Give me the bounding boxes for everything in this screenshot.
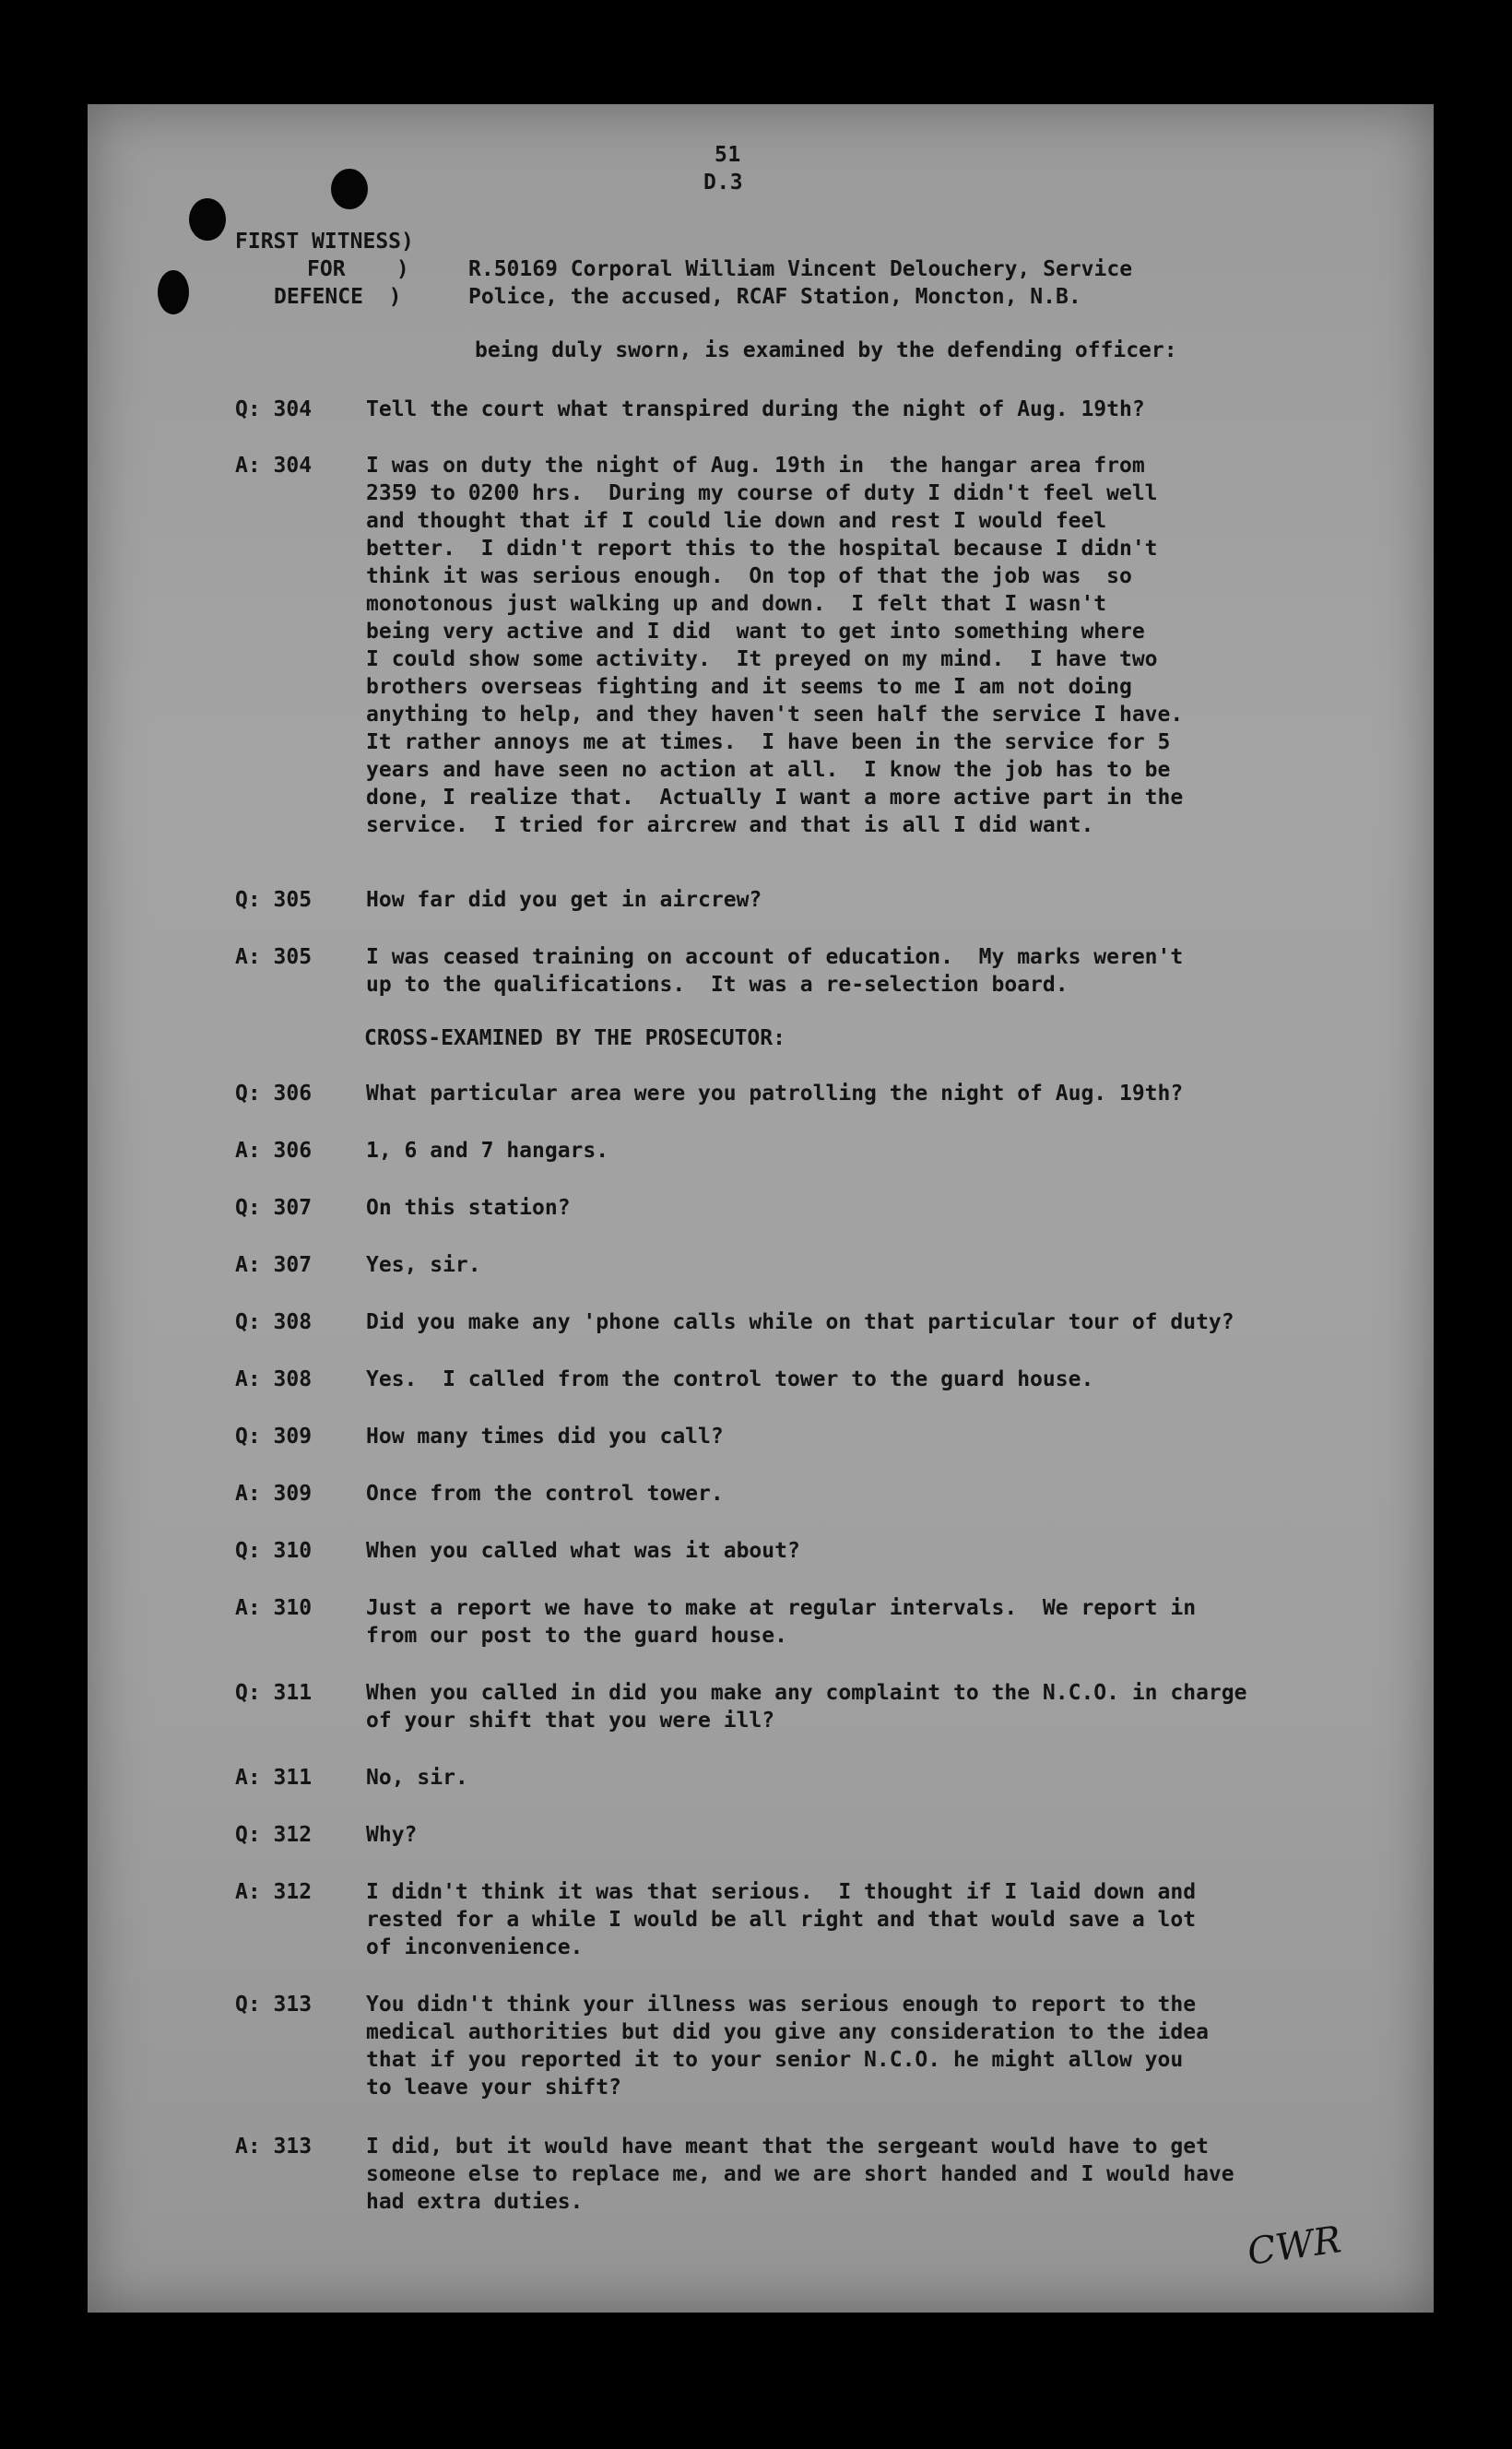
qa-number: A: 312 (235, 1880, 313, 1904)
qa-text (366, 1366, 1394, 1393)
qa-line: to leave your shift? (366, 2076, 621, 2100)
qa-number: A: 308 (235, 1367, 313, 1391)
qa-text (366, 1594, 1394, 1650)
qa-line: anything to help, and they haven't seen half the service I have. (366, 703, 1184, 727)
witness-ident-line: R.50169 Corporal William Vincent Delouchery, Service (468, 257, 1133, 281)
qa-text (366, 452, 1394, 839)
qa-text (366, 1537, 1394, 1565)
handwritten-initials: CWR (1245, 2218, 1344, 2274)
qa-line: being very active and I did want to get into something where (366, 620, 1145, 644)
qa-line: service. I tried for aircrew and that is all I did want. (366, 813, 1094, 837)
qa-line: medical authorities but did you give any consideration to the idea (366, 2020, 1209, 2044)
qa-line: Just a report we have to make at regular intervals. We report in (366, 1596, 1197, 1620)
witness-ident-line: Police, the accused, RCAF Station, Moncton, N.B. (468, 285, 1081, 309)
qa-text (366, 1821, 1394, 1849)
qa-line: You didn't think your illness was serious enough to report to the (366, 1993, 1197, 2017)
cross-examination-heading: CROSS-EXAMINED BY THE PROSECUTOR: (364, 1026, 786, 1050)
qa-line: brothers overseas fighting and it seems to me I am not doing (366, 675, 1132, 699)
punch-hole (331, 169, 368, 209)
qa-text (366, 1194, 1394, 1222)
qa-number: Q: 304 (235, 397, 313, 421)
qa-line: When you called in did you make any complaint to the N.C.O. in charge (366, 1681, 1247, 1705)
qa-text (366, 1251, 1394, 1279)
qa-line: No, sir. (366, 1766, 468, 1790)
qa-text (366, 1423, 1394, 1450)
qa-line: had extra duties. (366, 2190, 584, 2214)
qa-text (366, 1480, 1394, 1508)
qa-text (366, 1080, 1394, 1107)
qa-line: done, I realize that. Actually I want a more active part in the (366, 786, 1184, 810)
qa-line: What particular area were you patrolling the night of Aug. 19th? (366, 1082, 1184, 1106)
qa-text (366, 1308, 1394, 1336)
qa-line: Yes, sir. (366, 1253, 481, 1277)
qa-text (366, 2133, 1394, 2216)
qa-number: A: 307 (235, 1253, 313, 1277)
punch-hole (189, 198, 226, 241)
qa-line: How far did you get in aircrew? (366, 888, 762, 912)
sworn-statement: being duly sworn, is examined by the defending officer: (475, 338, 1177, 362)
document-page (88, 104, 1434, 2313)
qa-line: monotonous just walking up and down. I felt that I wasn't (366, 592, 1107, 616)
qa-number: Q: 310 (235, 1539, 313, 1563)
qa-text (366, 396, 1394, 423)
qa-line: of inconvenience. (366, 1935, 584, 1959)
witness-identification (468, 255, 1326, 311)
qa-line: years and have seen no action at all. I know the job has to be (366, 758, 1171, 782)
qa-line: Once from the control tower. (366, 1482, 724, 1506)
qa-line: of your shift that you were ill? (366, 1709, 775, 1733)
witness-label-line: FIRST WITNESS) (235, 230, 414, 254)
qa-line: I did, but it would have meant that the sergeant would have to get (366, 2135, 1209, 2159)
qa-text (366, 886, 1394, 914)
qa-line: On this station? (366, 1196, 571, 1220)
qa-line: I was ceased training on account of education. My marks weren't (366, 945, 1184, 969)
qa-line: Yes. I called from the control tower to the guard house. (366, 1367, 1094, 1391)
qa-line: up to the qualifications. It was a re-selection board. (366, 973, 1069, 997)
qa-line: How many times did you call? (366, 1425, 724, 1449)
qa-line: Did you make any 'phone calls while on that particular tour of duty? (366, 1310, 1234, 1334)
qa-number: A: 313 (235, 2135, 313, 2159)
qa-line: Tell the court what transpired during the night of Aug. 19th? (366, 397, 1145, 421)
witness-label-line: DEFENCE ) (274, 285, 402, 309)
qa-line: better. I didn't report this to the hospital because I didn't (366, 537, 1158, 561)
qa-line: I didn't think it was that serious. I thought if I laid down and (366, 1880, 1197, 1904)
qa-number: A: 306 (235, 1139, 313, 1163)
page-number: 51 (715, 143, 741, 167)
qa-line: 1, 6 and 7 hangars. (366, 1139, 609, 1163)
witness-label-line: FOR ) (307, 257, 409, 281)
qa-line: rested for a while I would be all right and that would save a lot (366, 1908, 1197, 1932)
qa-line: When you called what was it about? (366, 1539, 800, 1563)
qa-text (366, 1991, 1394, 2101)
qa-number: A: 309 (235, 1482, 313, 1506)
qa-number: A: 310 (235, 1596, 313, 1620)
qa-number: Q: 305 (235, 888, 313, 912)
qa-line: It rather annoys me at times. I have been in the service for 5 (366, 730, 1171, 754)
qa-number: Q: 309 (235, 1425, 313, 1449)
qa-number: Q: 308 (235, 1310, 313, 1334)
qa-line: and thought that if I could lie down and rest I would feel (366, 509, 1107, 533)
qa-number: Q: 311 (235, 1681, 313, 1705)
qa-line: that if you reported it to your senior N.C.O. he might allow you (366, 2048, 1184, 2072)
qa-number: A: 305 (235, 945, 313, 969)
qa-line: think it was serious enough. On top of that the job was so (366, 564, 1132, 588)
qa-line: I was on duty the night of Aug. 19th in the hangar area from (366, 454, 1145, 478)
qa-line: someone else to replace me, and we are short handed and I would have (366, 2162, 1234, 2186)
qa-number: Q: 307 (235, 1196, 313, 1220)
qa-number: A: 304 (235, 454, 313, 478)
qa-line: from our post to the guard house. (366, 1624, 787, 1648)
qa-line: 2359 to 0200 hrs. During my course of duty I didn't feel well (366, 481, 1158, 505)
qa-number: Q: 313 (235, 1993, 313, 2017)
qa-text (366, 1878, 1394, 1961)
section-code: D.3 (703, 171, 744, 195)
qa-number: Q: 312 (235, 1823, 313, 1847)
qa-text (366, 1679, 1394, 1734)
qa-text (366, 1137, 1394, 1165)
qa-text (366, 943, 1394, 999)
qa-line: Why? (366, 1823, 418, 1847)
qa-text (366, 1764, 1394, 1792)
qa-line: I could show some activity. It preyed on my mind. I have two (366, 647, 1158, 671)
punch-hole (158, 270, 189, 314)
qa-number: Q: 306 (235, 1082, 313, 1106)
qa-number: A: 311 (235, 1766, 313, 1790)
